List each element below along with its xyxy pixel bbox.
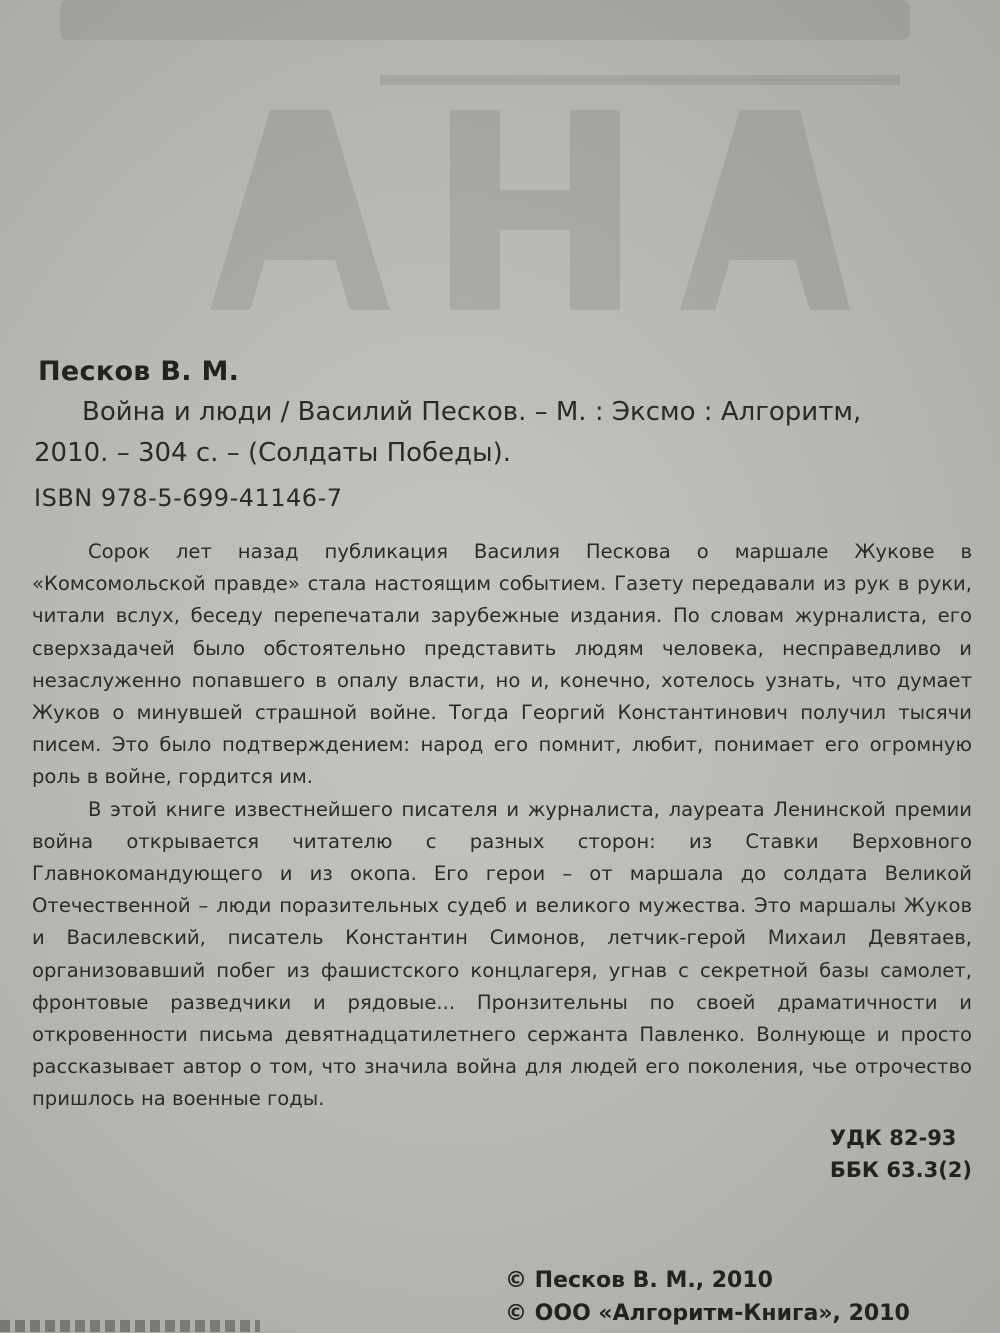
- bibliographic-description: [34, 392, 989, 474]
- annotation-text: [32, 536, 972, 1116]
- biblio-publication-line: 2010. – 304 с. – (Солдаты Победы).: [34, 438, 512, 468]
- annotation-paragraph: Сорок лет назад публикация Василия Пескова о маршале Жукове в «Комсомольской правде» стала настоящим событием. Газету передавали из рук в руки, читали вслух, беседу перепечатали зарубежные издания. По словам журналиста, его сверхзадачей было обстоятельно представить людям человека, несправедливо и незаслуженно попавшего в опалу власти, но и, конечно, хотелось узнать, что думает Жуков о минувшей страшной войне. Тогда Георгий Константинович получил тысячи писем. Это было подтверждением: народ его помнит, любит, понимает его огромную роль в войне, гордится им.: [32, 540, 972, 789]
- copyright-author: © Песков В. М., 2010: [505, 1268, 773, 1293]
- author-heading: Песков В. М.: [38, 356, 240, 387]
- isbn-number: ISBN 978-5-699-41146-7: [34, 484, 343, 512]
- cropped-text-fragment: [0, 1320, 260, 1332]
- annotation-paragraph: В этой книге известнейшего писателя и журналиста, лауреата Ленинской премии война открывается читателю с разных сторон: из Ставки Верховного Главнокомандующего и из окопа. Его герои – от маршала до солдата Великой Отечественной – люди поразительных судеб и великого мужества. Это маршалы Жуков и Василевский, писатель Константин Симонов, летчик-герой Михаил Девятаев, организовавший побег из фашистского концлагеря, угнав с секретной базы самолет, фронтовые разведчики и рядовые... Пронзительны по своей драматичности и откровенности письма девятнадцатилетнего сержанта Павленко. Волнующе и просто рассказывает автор о том, что значила война для людей его поколения, чье отрочество пришлось на военные годы.: [32, 797, 972, 1111]
- udk-code: УДК 82-93: [829, 1126, 957, 1150]
- copyright-publisher: © ООО «Алгоритм-Книга», 2010: [505, 1301, 910, 1326]
- bbk-code: ББК 63.3(2): [829, 1158, 972, 1182]
- biblio-title-line: Война и люди / Василий Песков. – М. : Эксмо : Алгоритм,: [82, 397, 862, 427]
- classification-codes: [830, 1122, 972, 1186]
- cropped-bottom-text: [0, 1318, 1000, 1333]
